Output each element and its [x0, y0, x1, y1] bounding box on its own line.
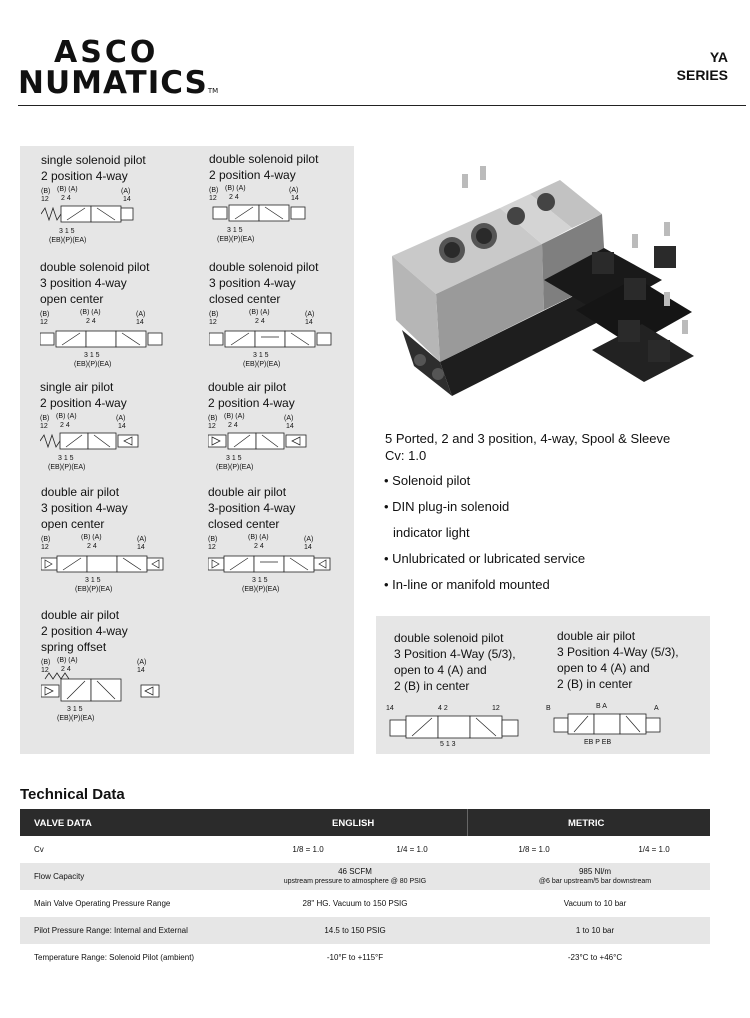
- valve-symbols-panel: [20, 146, 354, 754]
- port-label: (A): [284, 415, 294, 422]
- diagram-double-air-5-3: [557, 628, 679, 692]
- diagram-caption-line: 2 position 4-way: [41, 169, 128, 183]
- diagram-caption-line: double air pilot: [208, 485, 287, 499]
- diagram-double-solenoid-3pos-open: [40, 259, 170, 369]
- port-label: (B) (A): [57, 186, 78, 193]
- valve-symbol-icon: [40, 413, 160, 473]
- cv-rating: Cv: 1.0: [385, 448, 427, 463]
- diagram-caption-line: 2 position 4-way: [41, 624, 128, 638]
- diagram-caption-line: 3 position 4-way: [40, 276, 127, 290]
- cell-value: 1/4 = 1.0: [638, 845, 670, 854]
- diagram-double-air-2pos: [208, 379, 328, 473]
- diagram-single-air-2pos: [40, 379, 160, 473]
- column-header: ENGLISH: [332, 818, 375, 829]
- port-label: 3 1 5: [227, 227, 243, 234]
- port-label: 12: [209, 195, 217, 202]
- diagram-caption-line: closed center: [208, 517, 280, 531]
- cell-note: @6 bar upstream/5 bar downstream: [538, 878, 652, 885]
- table-row: [20, 863, 710, 890]
- product-description: [385, 430, 735, 464]
- port-label: 3 1 5: [252, 577, 268, 584]
- diagram-caption-line: open to 4 (A) and: [394, 663, 487, 677]
- port-label: (B): [209, 311, 219, 318]
- diagram-caption-line: single solenoid pilot: [41, 153, 146, 167]
- description-line: 5 Ported, 2 and 3 position, 4-way, Spool & Sleeve: [385, 431, 671, 446]
- port-label: 4 2: [438, 705, 448, 712]
- valve-symbol-icon: [208, 534, 338, 594]
- port-label: 12: [492, 705, 500, 712]
- diagram-caption-line: 3 position 4-way: [41, 501, 128, 515]
- port-label: 14: [305, 319, 313, 326]
- diagram-single-solenoid-2pos: [41, 152, 161, 246]
- port-label: 14: [136, 319, 144, 326]
- trademark: TM: [207, 87, 219, 95]
- port-label: 3 1 5: [67, 706, 83, 713]
- cell-note: upstream pressure to atmosphere @ 80 PSIG: [283, 878, 427, 885]
- port-label: 3 1 5: [59, 228, 75, 235]
- port-label: (B): [41, 188, 51, 195]
- port-label: (EB)(P)(EA): [74, 361, 112, 368]
- row-label: Main Valve Operating Pressure Range: [34, 899, 171, 908]
- diagram-caption-line: single air pilot: [40, 380, 114, 394]
- diagram-caption-line: double air pilot: [557, 629, 636, 643]
- port-label: B: [546, 705, 551, 712]
- row-label: Pilot Pressure Range: Internal and External: [34, 926, 188, 935]
- port-label: (A): [137, 536, 147, 543]
- diagram-caption-line: 3-position 4-way: [208, 501, 296, 515]
- port-label: 2 4: [61, 666, 71, 673]
- port-label: (B): [209, 187, 219, 194]
- port-label: (A): [136, 311, 146, 318]
- port-label: (B): [208, 536, 218, 543]
- header-divider: [18, 105, 746, 106]
- diagram-caption-line: 2 position 4-way: [40, 396, 127, 410]
- diagram-caption-line: double air pilot: [41, 608, 120, 622]
- header-divider: [467, 809, 468, 836]
- asco-numatics-logo: [18, 35, 219, 106]
- diagram-caption-line: 2 (B) in center: [557, 677, 633, 691]
- port-label: (B) (A): [224, 413, 245, 420]
- cell-value: 1/8 = 1.0: [518, 845, 550, 854]
- port-label: (B) (A): [81, 534, 102, 541]
- table-row: [20, 917, 710, 944]
- diagram-caption-line: 2 position 4-way: [209, 168, 296, 182]
- logo-numatics-text: NUMATICS: [18, 65, 208, 101]
- diagram-double-solenoid-5-3: [394, 630, 516, 694]
- port-label: (B) (A): [80, 309, 101, 316]
- feature-item: • In-line or manifold mounted: [384, 577, 550, 592]
- valve-symbol-icon: [386, 702, 526, 748]
- port-label: (A): [304, 536, 314, 543]
- table-row: [20, 944, 710, 971]
- diagram-caption-line: 3 Position 4-Way (5/3),: [557, 645, 679, 659]
- port-label: (EB)(P)(EA): [217, 236, 255, 243]
- port-label: 14: [123, 196, 131, 203]
- port-label: 3 1 5: [226, 455, 242, 462]
- port-label: 12: [40, 319, 48, 326]
- port-label: 14: [291, 195, 299, 202]
- port-label: 12: [208, 544, 216, 551]
- port-label: (EB)(P)(EA): [49, 237, 87, 244]
- series-code: YA: [709, 49, 728, 65]
- diagram-caption-line: 3 Position 4-Way (5/3),: [394, 647, 516, 661]
- port-label: 5 1 3: [440, 741, 456, 748]
- diagram-caption-line: closed center: [209, 292, 281, 306]
- cell-value: -10°F to +115°F: [326, 953, 384, 962]
- port-label: EB P EB: [584, 739, 612, 746]
- port-label: 14: [386, 705, 394, 712]
- diagram-caption-line: double air pilot: [208, 380, 287, 394]
- port-label: 2 4: [254, 543, 264, 550]
- cell-value: 1/4 = 1.0: [396, 845, 428, 854]
- port-label: (B): [40, 415, 50, 422]
- port-label: (EB)(P)(EA): [216, 464, 254, 471]
- port-label: (B) (A): [225, 185, 246, 192]
- port-label: 12: [41, 667, 49, 674]
- diagram-caption-line: double solenoid pilot: [209, 152, 319, 166]
- cell-value: Vacuum to 10 bar: [563, 899, 627, 908]
- port-label: 2 4: [86, 318, 96, 325]
- port-label: 3 1 5: [58, 455, 74, 462]
- diagram-caption-line: double solenoid pilot: [209, 260, 319, 274]
- column-header: VALVE DATA: [34, 818, 92, 829]
- technical-data-title: Technical Data: [20, 786, 125, 803]
- feature-item: • DIN plug-in solenoid: [384, 499, 510, 514]
- port-label: (B) (A): [248, 534, 269, 541]
- diagram-caption-line: 2 position 4-way: [208, 396, 295, 410]
- port-label: 12: [41, 544, 49, 551]
- port-label: 2 4: [87, 543, 97, 550]
- diagram-caption-line: 2 (B) in center: [394, 679, 470, 693]
- cell-value: 14.5 to 150 PSIG: [324, 926, 386, 935]
- port-label: (B) (A): [57, 657, 78, 664]
- port-label: 14: [304, 544, 312, 551]
- valve-symbol-icon: [40, 309, 170, 369]
- port-label: 14: [118, 423, 126, 430]
- port-label: 2 4: [255, 318, 265, 325]
- table-header: [20, 809, 710, 836]
- feature-list: [384, 473, 585, 603]
- port-label: 3 1 5: [253, 352, 269, 359]
- port-label: (A): [137, 659, 147, 666]
- row-label: Cv: [34, 845, 44, 854]
- valve-symbol-icon: [41, 534, 171, 594]
- valve-manifold-photo: [392, 160, 698, 422]
- diagram-double-air-spring-offset: [41, 607, 171, 723]
- row-label: Flow Capacity: [34, 872, 85, 881]
- port-label: 12: [208, 423, 216, 430]
- port-label: (A): [289, 187, 299, 194]
- diagram-caption-line: open center: [41, 517, 105, 531]
- port-label: 12: [209, 319, 217, 326]
- cell-value: 985 Nl/m: [578, 867, 611, 876]
- port-label: (EB)(P)(EA): [243, 361, 281, 368]
- port-label: (EB)(P)(EA): [48, 464, 86, 471]
- port-label: (EB)(P)(EA): [75, 586, 113, 593]
- cell-value: -23°C to +46°C: [567, 953, 623, 962]
- valve-symbol-icon: [209, 309, 339, 369]
- column-header: METRIC: [568, 818, 605, 829]
- port-label: (EB)(P)(EA): [57, 715, 95, 722]
- cell-value: 28" HG. Vacuum to 150 PSIG: [302, 899, 408, 908]
- port-label: (A): [116, 415, 126, 422]
- port-label: 2 4: [229, 194, 239, 201]
- port-label: 14: [137, 544, 145, 551]
- technical-data-table: [20, 809, 710, 971]
- feature-item: indicator light: [393, 525, 470, 540]
- port-label: 12: [40, 423, 48, 430]
- table-row: [20, 890, 710, 917]
- diagram-caption-line: spring offset: [41, 640, 107, 654]
- diagram-caption-line: double air pilot: [41, 485, 120, 499]
- port-label: A: [654, 705, 659, 712]
- port-label: 2 4: [228, 422, 238, 429]
- port-label: 14: [137, 667, 145, 674]
- cell-value: 46 SCFM: [338, 867, 372, 876]
- port-label: 3 1 5: [85, 577, 101, 584]
- diagram-caption-line: open to 4 (A) and: [557, 661, 650, 675]
- port-label: (B): [40, 311, 50, 318]
- valve-symbol-icon: [41, 657, 171, 723]
- port-label: (A): [121, 188, 131, 195]
- diagram-caption-line: double solenoid pilot: [40, 260, 150, 274]
- port-label: (EB)(P)(EA): [242, 586, 280, 593]
- port-label: (B): [41, 536, 51, 543]
- center-open-symbols-panel: [376, 616, 710, 754]
- feature-item: • Unlubricated or lubricated service: [384, 551, 586, 566]
- diagram-double-air-3pos-open: [41, 484, 171, 594]
- port-label: (A): [305, 311, 315, 318]
- diagram-double-air-3pos-closed: [208, 484, 338, 594]
- port-label: 3 1 5: [84, 352, 100, 359]
- cell-value: 1 to 10 bar: [575, 926, 615, 935]
- diagram-caption-line: double solenoid pilot: [394, 631, 504, 645]
- cell-value: 1/8 = 1.0: [292, 845, 324, 854]
- feature-item: • Solenoid pilot: [384, 473, 471, 488]
- port-label: (B) (A): [56, 413, 77, 420]
- valve-symbol-icon: [41, 186, 161, 246]
- logo-numatics: [18, 65, 219, 106]
- port-label: 2 4: [60, 422, 70, 429]
- series-label: [677, 48, 728, 84]
- table-row: [20, 836, 710, 863]
- port-label: 2 4: [61, 195, 71, 202]
- port-label: B A: [596, 703, 607, 710]
- logo-asco: ASCO: [54, 35, 159, 70]
- port-label: (B): [41, 659, 51, 666]
- valve-symbol-icon: [208, 413, 328, 473]
- diagram-double-solenoid-3pos-closed: [209, 259, 339, 369]
- port-label: (B) (A): [249, 309, 270, 316]
- port-label: 12: [41, 196, 49, 203]
- series-word: SERIES: [676, 67, 728, 83]
- diagram-caption-line: open center: [40, 292, 104, 306]
- valve-symbol-icon: [209, 185, 329, 245]
- diagram-caption-line: 3 position 4-way: [209, 276, 296, 290]
- port-label: (B): [208, 415, 218, 422]
- port-label: 14: [286, 423, 294, 430]
- row-label: Temperature Range: Solenoid Pilot (ambient): [34, 953, 195, 962]
- diagram-double-solenoid-2pos: [209, 151, 329, 245]
- valve-symbol-icon: [546, 700, 666, 746]
